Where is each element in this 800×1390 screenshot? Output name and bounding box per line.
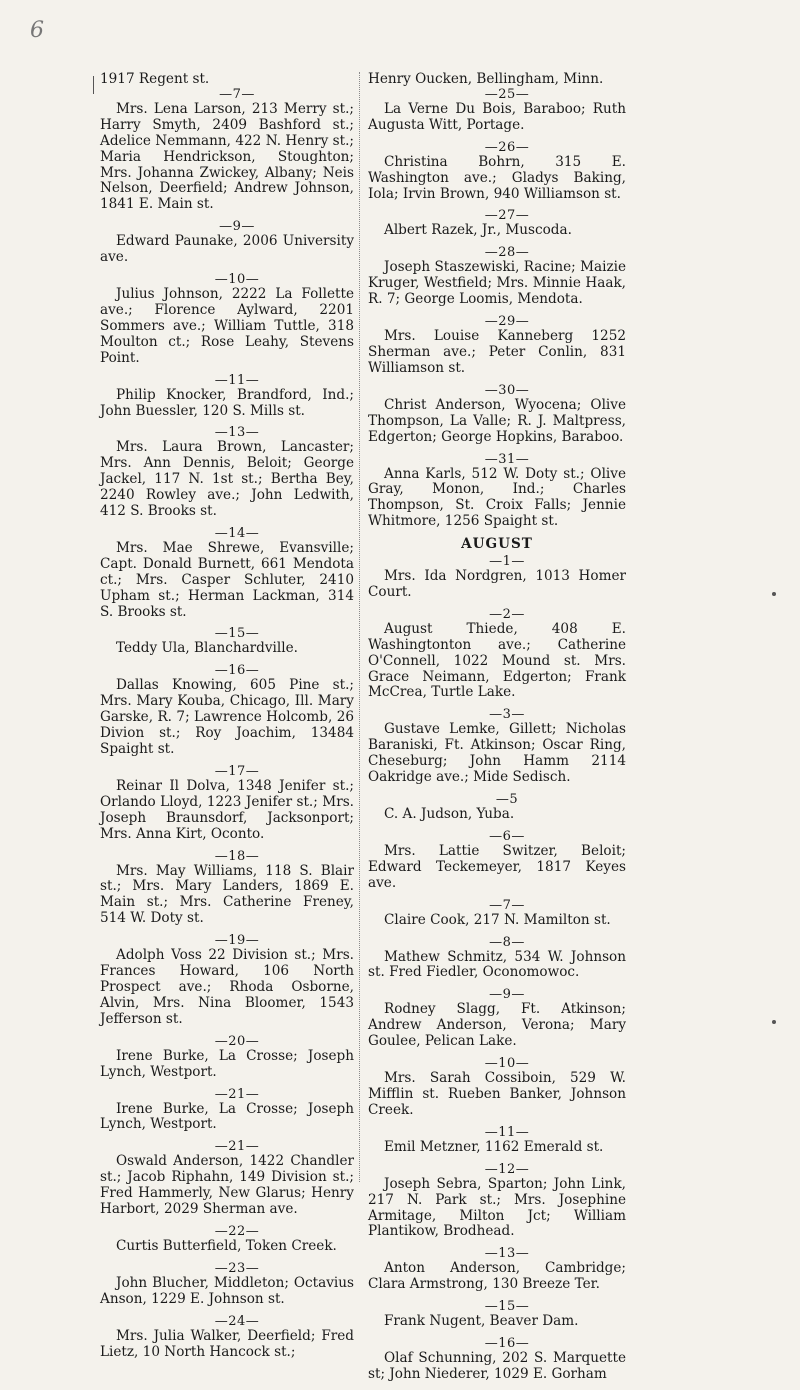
continued-line: 1917 Regent st. <box>100 71 210 87</box>
day-heading: —16— <box>214 663 260 679</box>
day-heading: —17— <box>214 763 260 779</box>
birthday-entry: Mrs. Julia Walker, Deerfield; Fred Lietz, 10 North Hancock st.; <box>100 1327 354 1360</box>
birthday-entry: Albert Razek, Jr., Muscoda. <box>384 222 572 239</box>
day-heading: —30— <box>484 382 530 398</box>
day-heading: —3— <box>489 707 525 723</box>
day-heading: —22— <box>214 1223 260 1239</box>
day-heading: —28— <box>484 245 530 261</box>
birthday-entry: Gustave Lemke, Gillett; Nicholas Baraniski, Ft. Atkinson; Oscar Ring, Cheseburg; John Hamm 2114 Oakridge ave.; Mide Sedisch. <box>368 721 626 786</box>
birthday-entry: Rodney Slagg, Ft. Atkinson; Andrew Anderson, Verona; Mary Goulee, Pelican Lake. <box>368 1001 626 1050</box>
corner-page-mark: 6 <box>30 18 44 43</box>
birthday-entry: Christina Bohrn, 315 E. Washington ave.; Gladys Baking, Iola; Irvin Brown, 940 Williamson st. <box>368 153 626 202</box>
birthday-entry: Julius Johnson, 2222 La Follette ave.; Florence Aylward, 2201 Sommers ave.; William Tuttle, 318 Moulton ct.; Rose Leahy, Stevens Point. <box>100 286 354 366</box>
birthday-entry: Mrs. Mae Shrewe, Evansville; Capt. Donald Burnett, 661 Mendota ct.; Mrs. Casper Schluter, 2410 Upham st.; Herman Lackman, 314 S. Brooks st. <box>100 539 354 620</box>
day-heading: —8— <box>489 934 525 950</box>
birthday-entry: Reinar Il Dolva, 1348 Jenifer st.; Orlando Lloyd, 1223 Jenifer st.; Mrs. Joseph Braunsdorf, Jacksonport; Mrs. Anna Kirt, Oconto. <box>100 777 354 842</box>
birthday-entry: Joseph Staszewiski, Racine; Maizie Kruger, Westfield; Mrs. Minnie Haak, R. 7; George Loomis, Mendota. <box>368 259 626 308</box>
day-heading: —12— <box>484 1161 530 1177</box>
birthday-entry: Frank Nugent, Beaver Dam. <box>384 1313 579 1330</box>
scan-speck <box>772 592 776 596</box>
day-heading: —21— <box>214 1139 260 1155</box>
birthday-entry: Mrs. Lattie Switzer, Beloit; Edward Teckemeyer, 1817 Keyes ave. <box>368 842 626 891</box>
birthday-entry: C. A. Judson, Yuba. <box>384 806 515 822</box>
day-heading: —14— <box>214 525 260 541</box>
day-heading: —24— <box>214 1313 260 1329</box>
day-heading: —6— <box>489 828 525 844</box>
day-heading: —25— <box>484 86 530 102</box>
day-heading: —9— <box>489 987 525 1003</box>
day-heading: —31— <box>484 451 530 467</box>
day-heading: —20— <box>214 1033 260 1049</box>
birthday-entry: Claire Cook, 217 N. Mamilton st. <box>384 911 611 928</box>
day-heading: —13— <box>484 1246 530 1262</box>
day-heading: —10— <box>484 1056 530 1072</box>
birthday-entry: Curtis Butterfield, Token Creek. <box>116 1237 337 1254</box>
birthday-entry: Mrs. Laura Brown, Lancaster; Mrs. Ann Dennis, Beloit; George Jackel, 117 N. 1st st.; Bertha Bey, 2240 Rowley ave.; John Ledwith, 412 S. Brooks st. <box>100 439 354 520</box>
birthday-entry: Dallas Knowing, 605 Pine st.; Mrs. Mary Kouba, Chicago, Ill. Mary Garske, R. 7; Lawrence Holcomb, 26 Divion st.; Roy Joachim, 13484 Spaight st. <box>100 677 354 757</box>
birthday-entry: Philip Knocker, Brandford, Ind.; John Buessler, 120 S. Mills st. <box>100 386 354 419</box>
birthday-entry: Anna Karls, 512 W. Doty st.; Olive Gray, Monon, Ind.; Charles Thompson, St. Croix Falls; Jennie Whitmore, 1256 Spaight st. <box>368 465 626 530</box>
birthday-entry: Mrs. Lena Larson, 213 Merry st.; Harry Smyth, 2409 Bashford st.; Adelice Nemmann, 422 N. Henry st.; Maria Hendrickson, Stoughton; Mrs. Johanna Zwickey, Albany; Neis Nelson, Deerfield; Andrew Johnson, 1841 E. Main st. <box>100 100 354 213</box>
day-heading: —7— <box>219 86 255 102</box>
birthday-entry: August Thiede, 408 E. Washingtonton ave.; Catherine O'Connell, 1022 Mound st. Mrs. Grace Neimann, Edgerton; Frank McCrea, Turtle Lake. <box>368 620 626 701</box>
birthday-entry: Olaf Schunning, 202 S. Marquette st; John Niederer, 1029 E. Gorham <box>368 1350 626 1382</box>
birthday-entry: John Blucher, Middleton; Octavius Anson, 1229 E. Johnson st. <box>100 1274 354 1307</box>
birthday-entry: Joseph Sebra, Sparton; John Link, 217 N. Park st.; Mrs. Josephine Armitage, Milton Jct; William Plantikow, Brodhead. <box>368 1175 626 1240</box>
right-column <box>368 72 626 1390</box>
day-heading: —10— <box>214 272 260 288</box>
day-heading: —27— <box>484 208 530 224</box>
day-heading: —16— <box>484 1336 530 1352</box>
birthday-entry: Mrs. Sarah Cossiboin, 529 W. Mifflin st. Rueben Banker, Johnson Creek. <box>368 1070 626 1118</box>
day-heading: —9— <box>219 219 255 235</box>
birthday-entry: Irene Burke, La Crosse; Joseph Lynch, Westport. <box>100 1047 354 1080</box>
day-heading: —2— <box>489 606 525 622</box>
birthday-entry: Edward Paunake, 2006 University ave. <box>100 233 354 266</box>
birthday-entry: La Verne Du Bois, Baraboo; Ruth Augusta Witt, Portage. <box>368 100 626 133</box>
scan-speck <box>772 1020 776 1024</box>
day-heading: —5 <box>495 792 519 807</box>
day-heading: —11— <box>484 1124 530 1140</box>
birthday-entry: Emil Metzner, 1162 Emerald st. <box>384 1138 604 1155</box>
continued-line: Henry Oucken, Bellingham, Minn. <box>368 71 604 87</box>
birthday-entry: Oswald Anderson, 1422 Chandler st.; Jacob Riphahn, 149 Division st.; Fred Hammerly, New Glarus; Henry Harbort, 2029 Sherman ave. <box>100 1153 354 1218</box>
birthday-entry: Irene Burke, La Crosse; Joseph Lynch, Westport. <box>100 1100 354 1133</box>
birthday-entry: Mathew Schmitz, 534 W. Johnson st. Fred Fiedler, Oconomowoc. <box>368 948 626 981</box>
left-column <box>100 72 354 1367</box>
month-heading: AUGUST <box>461 536 533 553</box>
day-heading: —29— <box>484 314 530 330</box>
birthday-entry: Mrs. Louise Kanneberg 1252 Sherman ave.; Peter Conlin, 831 Williamson st. <box>368 328 626 376</box>
day-heading: —23— <box>214 1260 260 1276</box>
day-heading: —11— <box>214 372 260 388</box>
day-heading: —18— <box>214 848 260 864</box>
birthday-entry: Adolph Voss 22 Division st.; Mrs. Frances Howard, 106 North Prospect ave.; Rhoda Osborne, Alvin, Mrs. Nina Bloomer, 1543 Jefferson st. <box>100 947 354 1027</box>
day-heading: —15— <box>214 626 260 642</box>
day-heading: —21— <box>214 1086 260 1102</box>
day-heading: —13— <box>214 425 260 441</box>
day-heading: —15— <box>484 1299 530 1315</box>
column-divider <box>359 72 360 1182</box>
birthday-entry: Mrs. May Williams, 118 S. Blair st.; Mrs. Mary Landers, 1869 E. Main st.; Mrs. Catherine Freney, 514 W. Doty st. <box>100 862 354 927</box>
day-heading: —26— <box>484 139 530 155</box>
birthday-entry: Christ Anderson, Wyocena; Olive Thompson, La Valle; R. J. Maltpress, Edgerton; George Hopkins, Baraboo. <box>368 396 626 445</box>
birthday-entry: Teddy Ula, Blanchardville. <box>116 640 298 657</box>
birthday-entry: Anton Anderson, Cambridge; Clara Armstrong, 130 Breeze Ter. <box>368 1260 626 1293</box>
day-heading: —1— <box>489 554 525 570</box>
left-margin-rule <box>93 76 94 94</box>
birthday-entry: Mrs. Ida Nordgren, 1013 Homer Court. <box>368 568 626 600</box>
day-heading: —7— <box>489 897 525 913</box>
day-heading: —19— <box>214 933 260 949</box>
